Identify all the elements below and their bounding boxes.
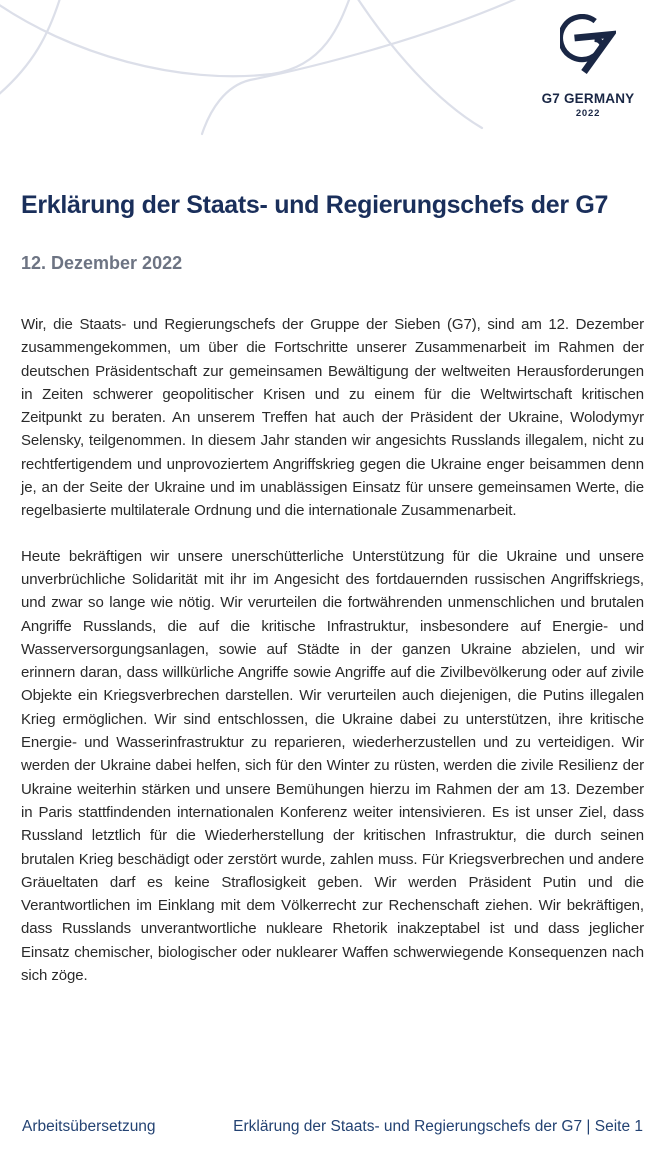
page-footer — [22, 1118, 643, 1136]
g7-logo-mark-icon — [560, 14, 616, 76]
footer-right-label: Erklärung der Staats- und Regierungschefs der G7 | Seite 1 — [233, 1118, 643, 1135]
body-paragraph-2: Heute bekräftigen wir unsere unerschütterliche Unterstützung für die Ukraine und unsere unverbrüchliche Solidarität mit ihr im Angesicht des fortdauernden russischen Angriffskriegs, und zwar so lange wie nötig. Wir verurteilen die fortwährenden unmenschlichen und brutalen Angriffe Russlands, die auf die kritische Infrastruktur, insbesondere auf Energie- und Wasserversorgungsanlagen, sowie auf Städte in der ganzen Ukraine abzielen, und wir erinnern daran, dass willkürliche Angriffe sowie Angriffe auf die Zivilbevölkerung oder auf zivile Objekte ein Kriegsverbrechen darstellen. Wir verurteilen auch diejenigen, die Putins illegalen Krieg ermöglichen. Wir sind entschlossen, die Ukraine dabei zu unterstützen, ihre kritische Energie- und Wasserinfrastruktur zu reparieren, wiederherzustellen und zu verteidigen. Wir werden der Ukraine dabei helfen, sich für den Winter zu rüsten, werden die zivile Resilienz der Ukraine weiterhin stärken und unsere Bemühungen hierzu im Rahmen der am 13. Dezember in Paris stattfindenden internationalen Konferenz weiter intensivieren. Es ist unser Ziel, dass Russland letztlich für die Wiederherstellung der kritischen Infrastruktur, die durch seinen brutalen Krieg beschädigt oder zerstört wurde, zahlen muss. Für Kriegsverbrechen und andere Gräueltaten darf es keine Straflosigkeit geben. Wir werden Präsident Putin und die Verantwortlichen im Einklang mit dem Völkerrecht zur Rechenschaft ziehen. Wir bekräftigen, dass Russlands unverantwortliche nukleare Rhetorik inakzeptabel ist und dass jeglicher Einsatz chemischer, biologischer oder nuklearer Waffen schwerwiegende Konsequenzen nach sich zöge. — [21, 547, 644, 985]
g7-logo — [529, 14, 647, 119]
document-body — [21, 190, 644, 987]
curve-2 — [0, 0, 352, 76]
g7-logo-year: 2022 — [575, 108, 601, 119]
document-date: 12. Dezember 2022 — [21, 253, 183, 273]
page-title: Erklärung der Staats- und Regierungschefs der G7 — [21, 191, 609, 219]
g7-logo-brand: G7 GERMANY — [541, 91, 635, 106]
curve-3 — [202, 0, 540, 134]
footer-left-label: Arbeitsübersetzung — [22, 1118, 156, 1135]
curve-4 — [352, 0, 482, 128]
body-paragraph-1: Wir, die Staats- und Regierungschefs der Gruppe der Sieben (G7), sind am 12. Dezember zusammengekommen, um über die Fortschritte unserer Zusammenarbeit im Rahmen der deutschen Präsidentschaft zur gemeinsamen Bewältigung der weltweiten Herausforderungen in Zeiten schwerer geopolitischer Krisen und zu einem für die Weltwirtschaft kritischen Zeitpunkt zu beraten. An unserem Treffen hat auch der Präsident der Ukraine, Wolodymyr Selensky, teilgenommen. In diesem Jahr standen wir angesichts Russlands illegalem, nicht zu rechtfertigendem und unprovoziertem Angriffskrieg gegen die Ukraine enger beisammen denn je, an der Seite der Ukraine und im unablässigen Einsatz für unsere gemeinsamen Werte, die regelbasierte multilaterale Ordnung und die internationale Zusammenarbeit. — [21, 316, 644, 520]
curve-1 — [0, 0, 62, 100]
